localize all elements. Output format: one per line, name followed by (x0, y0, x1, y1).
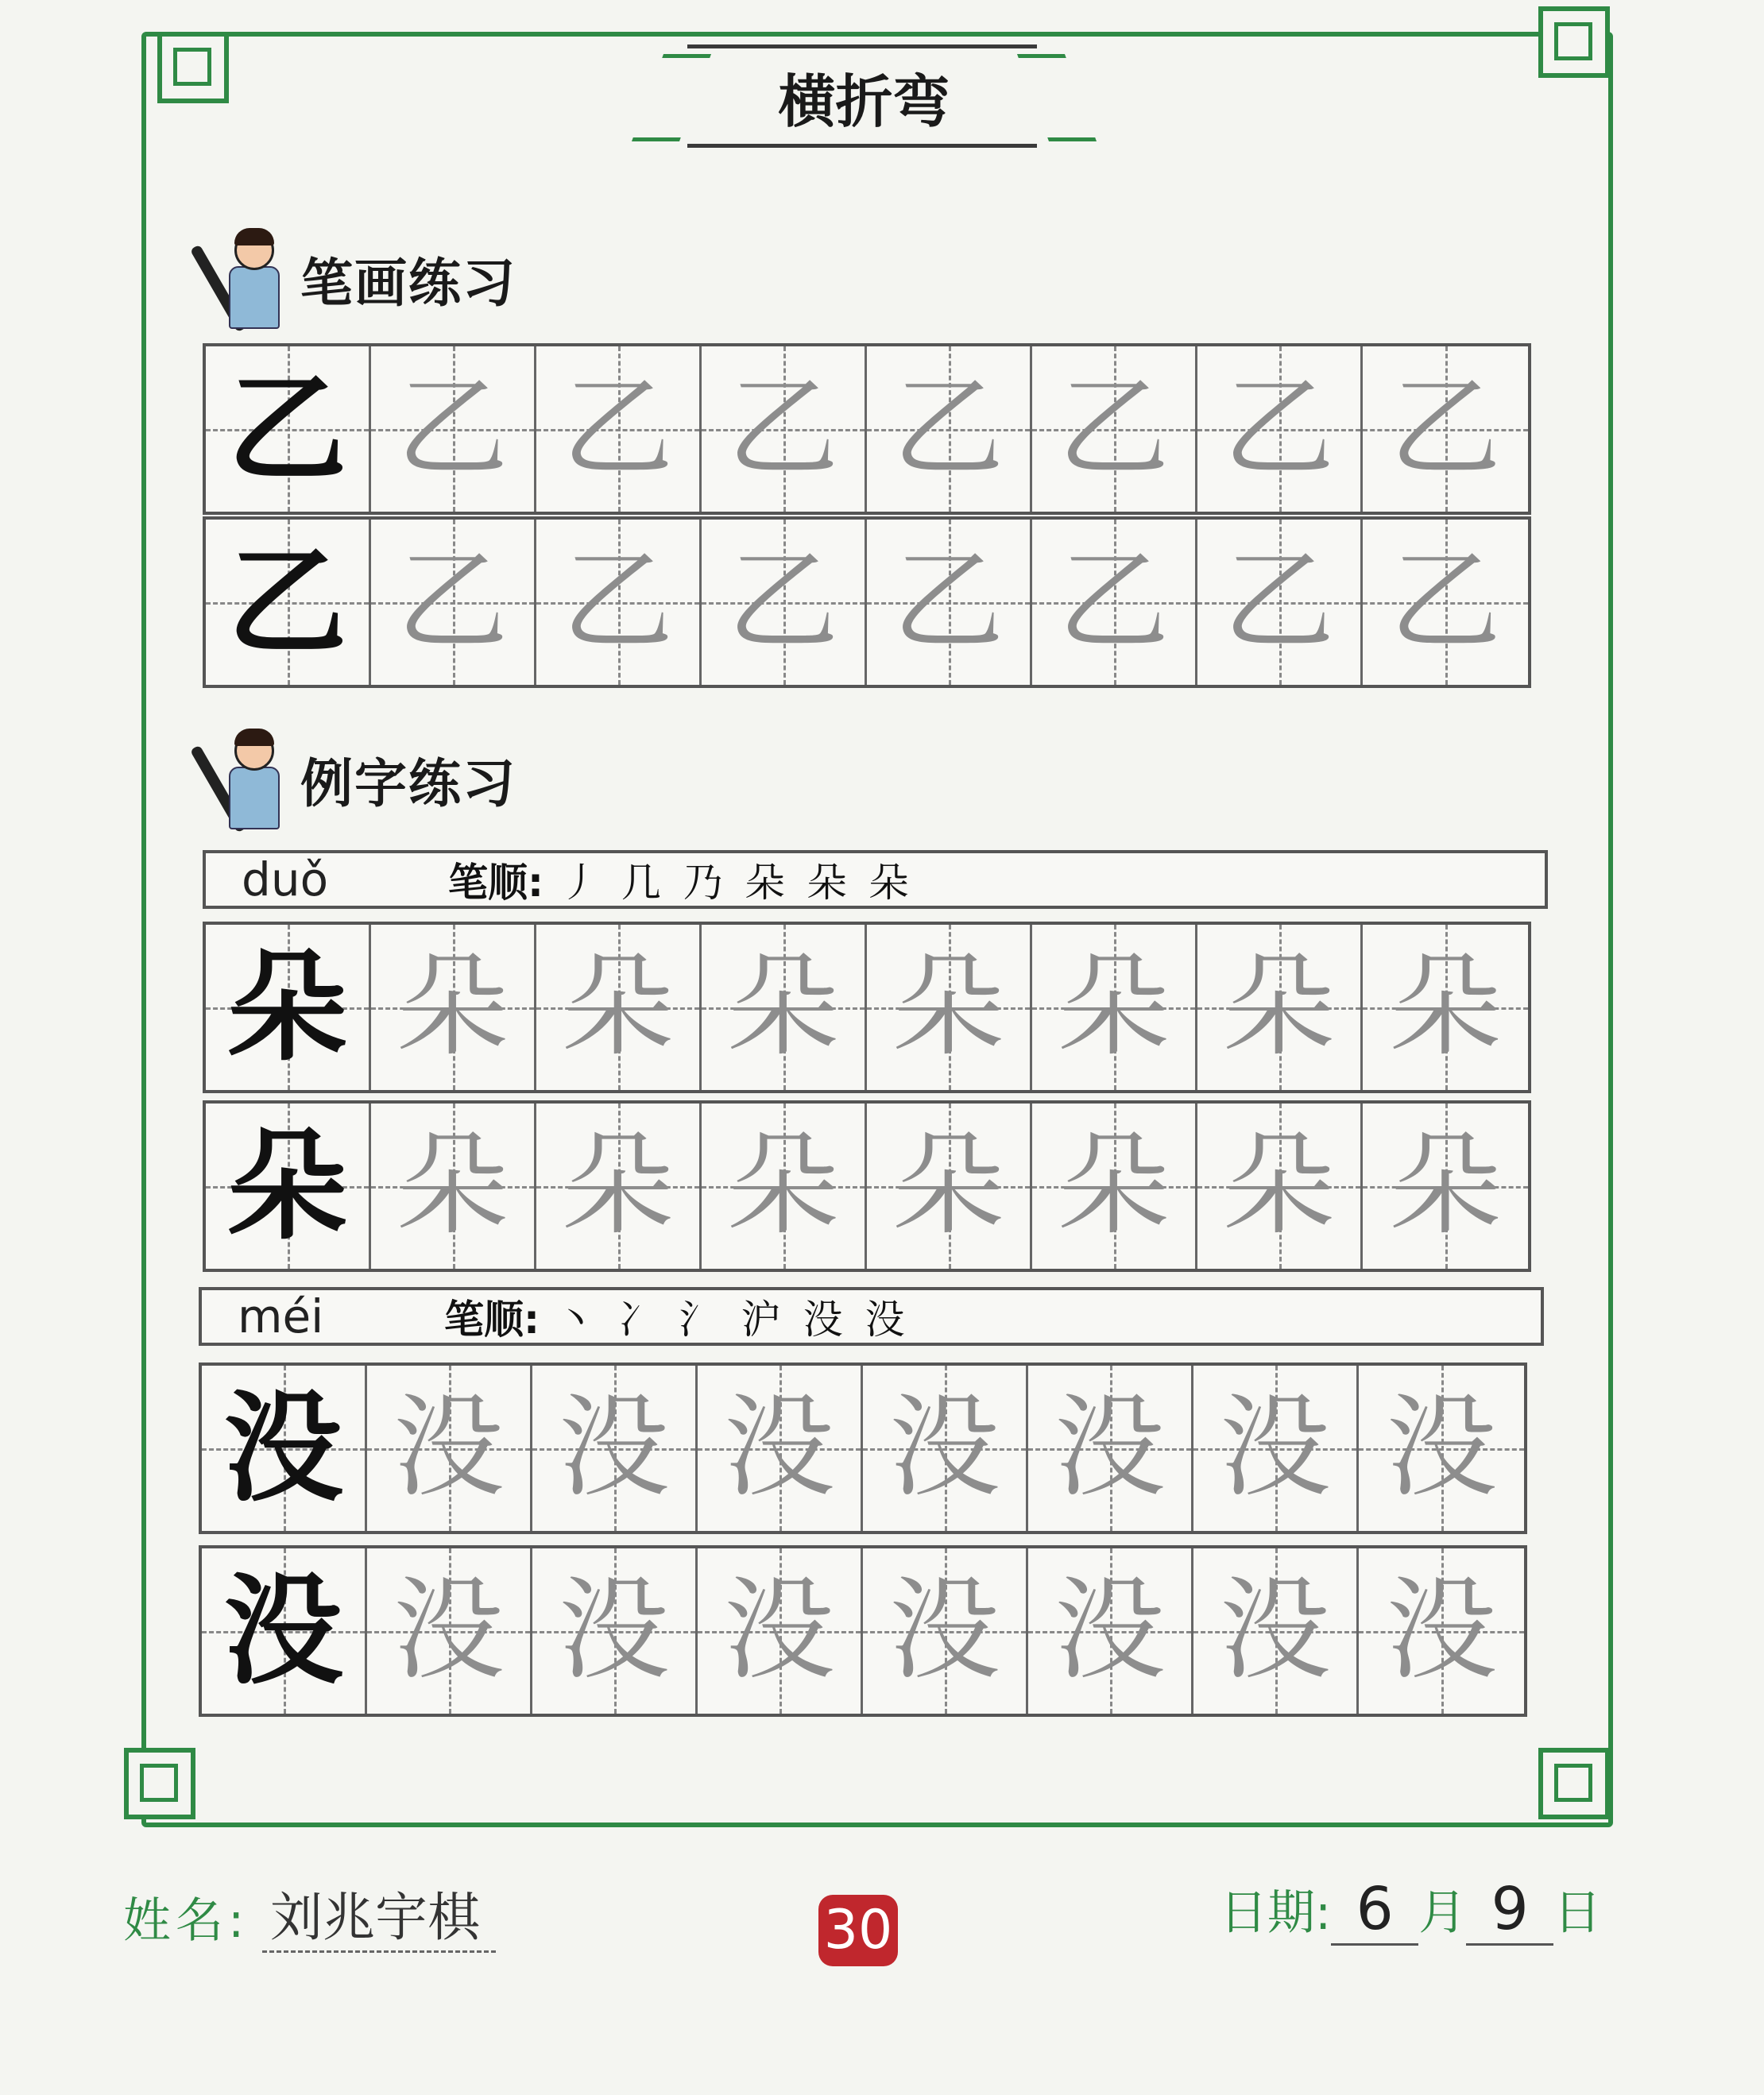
trace-character: 朵 (727, 942, 839, 1072)
example-info-mei (199, 1287, 1544, 1346)
corner-ornament-top-left (157, 32, 229, 103)
grid-cell[interactable] (1193, 1548, 1359, 1714)
grid-cell[interactable] (702, 520, 867, 685)
example-grid-row-mei-2 (199, 1545, 1527, 1717)
trace-character: 朵 (1389, 1121, 1501, 1250)
date-label: 日期: (1220, 1885, 1332, 1941)
pinyin-label: duǒ (242, 852, 329, 906)
corner-ornament-bottom-left (124, 1748, 195, 1819)
grid-cell[interactable] (1359, 1366, 1524, 1531)
trace-character: 没 (1054, 1566, 1166, 1695)
model-character: 乙 (227, 359, 347, 499)
grid-cell[interactable] (536, 925, 702, 1090)
model-character: 乙 (227, 532, 347, 672)
month-field[interactable]: 6 (1331, 1875, 1418, 1946)
trace-character: 朵 (727, 1121, 839, 1250)
trace-character: 朵 (1389, 942, 1501, 1072)
grid-cell[interactable] (371, 1104, 536, 1269)
grid-cell[interactable] (702, 346, 867, 512)
corner-ornament-bottom-right (1538, 1748, 1610, 1819)
stroke-order-label: 笔顺: (448, 860, 544, 906)
trace-character: 朵 (397, 942, 509, 1072)
grid-cell[interactable] (867, 925, 1032, 1090)
trace-character: 乙 (892, 364, 1004, 493)
example-info-duo (203, 850, 1548, 909)
grid-cell[interactable] (1197, 925, 1363, 1090)
trace-character: 朵 (562, 1121, 674, 1250)
trace-character: 乙 (1389, 537, 1501, 667)
grid-cell[interactable] (1363, 925, 1528, 1090)
trace-character: 没 (1219, 1383, 1331, 1513)
page-title: 横折弯 (778, 68, 950, 135)
trace-character: 没 (1385, 1566, 1497, 1695)
stroke-grid-row-2 (203, 516, 1531, 688)
grid-cell[interactable] (371, 925, 536, 1090)
trace-character: 没 (1054, 1383, 1166, 1513)
grid-cell[interactable] (1197, 520, 1363, 685)
section-header-example (199, 727, 516, 830)
grid-cell[interactable] (867, 1104, 1032, 1269)
trace-character: 乙 (892, 537, 1004, 667)
grid-cell[interactable] (1032, 346, 1197, 512)
grid-cell[interactable] (1032, 520, 1197, 685)
trace-character: 没 (393, 1383, 505, 1513)
trace-character: 朵 (1223, 1121, 1335, 1250)
section-title-stroke: 笔画练习 (300, 252, 516, 314)
trace-character: 朵 (562, 942, 674, 1072)
grid-cell[interactable] (867, 520, 1032, 685)
grid-cell[interactable] (1028, 1366, 1193, 1531)
grid-cell[interactable] (1028, 1548, 1193, 1714)
grid-cell[interactable] (1193, 1366, 1359, 1531)
grid-cell[interactable] (1032, 925, 1197, 1090)
grid-cell[interactable] (698, 1366, 863, 1531)
trace-character: 乙 (727, 364, 839, 493)
trace-character: 没 (558, 1383, 670, 1513)
grid-cell[interactable] (1363, 520, 1528, 685)
trace-character: 没 (888, 1383, 1000, 1513)
grid-cell-model (206, 925, 371, 1090)
grid-cell[interactable] (532, 1548, 698, 1714)
trace-character: 乙 (397, 364, 509, 493)
trace-character: 乙 (1058, 364, 1170, 493)
trace-character: 乙 (727, 537, 839, 667)
trace-character: 乙 (1223, 537, 1335, 667)
month-unit: 月 (1418, 1885, 1467, 1941)
grid-cell[interactable] (367, 1366, 532, 1531)
grid-cell[interactable] (702, 925, 867, 1090)
scholar-brush-icon (199, 226, 294, 330)
trace-character: 没 (723, 1566, 835, 1695)
trace-character: 乙 (1058, 537, 1170, 667)
trace-character: 没 (1385, 1383, 1497, 1513)
trace-character: 没 (723, 1383, 835, 1513)
grid-cell[interactable] (867, 346, 1032, 512)
grid-cell[interactable] (863, 1366, 1028, 1531)
trace-character: 乙 (397, 537, 509, 667)
grid-cell[interactable] (702, 1104, 867, 1269)
grid-cell-model (202, 1366, 367, 1531)
grid-cell-model (206, 520, 371, 685)
corner-ornament-top-right (1538, 6, 1610, 78)
grid-cell[interactable] (863, 1548, 1028, 1714)
trace-character: 朵 (397, 1121, 509, 1250)
grid-cell[interactable] (536, 1104, 702, 1269)
trace-character: 朵 (1058, 1121, 1170, 1250)
grid-cell[interactable] (1197, 1104, 1363, 1269)
example-grid-row-mei-1 (199, 1363, 1527, 1534)
trace-character: 朵 (1223, 942, 1335, 1072)
model-character: 没 (223, 1378, 343, 1518)
grid-cell[interactable] (1363, 1104, 1528, 1269)
grid-cell-model (206, 346, 371, 512)
date-field (1220, 1875, 1601, 1946)
grid-cell[interactable] (536, 346, 702, 512)
scholar-brush-icon (199, 727, 294, 830)
example-grid-row-duo-1 (203, 922, 1531, 1093)
title-banner (648, 38, 1081, 153)
trace-character: 朵 (892, 1121, 1004, 1250)
grid-cell-model (202, 1548, 367, 1714)
name-field[interactable]: 刘兆宇棋 (262, 1875, 496, 1953)
trace-character: 乙 (1389, 364, 1501, 493)
model-character: 朵 (227, 1116, 347, 1256)
grid-cell[interactable] (371, 346, 536, 512)
grid-cell[interactable] (1032, 1104, 1197, 1269)
grid-cell[interactable] (698, 1548, 863, 1714)
stroke-order-sequence: 丶 冫 氵 沪 没 没 (555, 1297, 910, 1343)
stroke-order-label: 笔顺: (444, 1297, 540, 1343)
grid-cell[interactable] (1359, 1548, 1524, 1714)
trace-character: 没 (1219, 1566, 1331, 1695)
trace-character: 没 (888, 1566, 1000, 1695)
grid-cell[interactable] (1197, 346, 1363, 512)
trace-character: 乙 (1223, 364, 1335, 493)
grid-cell[interactable] (367, 1548, 532, 1714)
name-label: 姓名: (123, 1893, 250, 1949)
example-grid-row-duo-2 (203, 1100, 1531, 1272)
model-character: 朵 (227, 937, 347, 1077)
trace-character: 没 (558, 1566, 670, 1695)
section-title-example: 例字练习 (300, 752, 516, 814)
grid-cell[interactable] (532, 1366, 698, 1531)
stroke-order-sequence: 丿 几 乃 朵 朵 朵 (559, 860, 914, 906)
grid-cell[interactable] (536, 520, 702, 685)
pinyin-label: méi (238, 1289, 324, 1343)
grid-cell[interactable] (371, 520, 536, 685)
section-header-stroke (199, 226, 516, 330)
day-field[interactable]: 9 (1466, 1875, 1553, 1946)
trace-character: 朵 (1058, 942, 1170, 1072)
stroke-grid-row-1 (203, 343, 1531, 515)
trace-character: 朵 (892, 942, 1004, 1072)
page-number-badge: 30 (818, 1895, 898, 1966)
grid-cell[interactable] (1363, 346, 1528, 512)
grid-cell-model (206, 1104, 371, 1269)
model-character: 没 (223, 1561, 343, 1701)
trace-character: 乙 (562, 537, 674, 667)
day-unit: 日 (1553, 1885, 1602, 1941)
trace-character: 没 (393, 1566, 505, 1695)
trace-character: 乙 (562, 364, 674, 493)
